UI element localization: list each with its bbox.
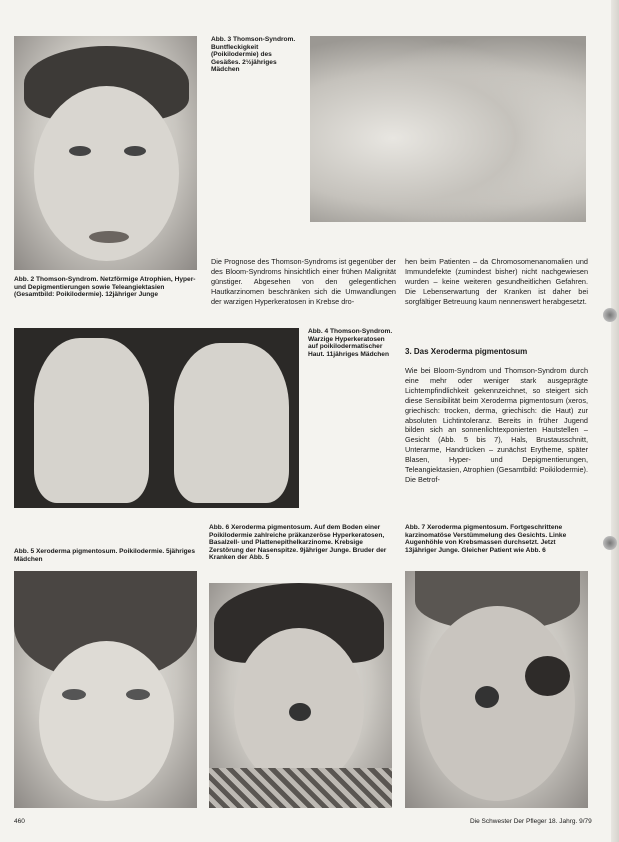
caption-abb5: Abb. 5 Xeroderma pigmentosum. Poikilodermie. 5jähriges Mädchen xyxy=(14,548,196,563)
body-text-right-column: Wie bei Bloom-Syndrom und Thomson-Syndrom durch eine mehr oder weniger stark ausgeprägte Lichtempfindlichkeit gekennzeichnet, so steigert sich diese Sensibilität beim Xeroderma pigmentosum (xeros, griechisch: trocken, derma, griechisch: die Haut) zur absoluten Lichtintoleranz. Bereits in früher Jugend bilden sich an sonnenlichtexponierten Hautstellen – Gesicht (Abb. 5 bis 7), Hals, Brustausschnitt, Unterarme, Handrücken – zunächst Erytheme, später Blasen, Hyper- und Depigmentierungen, Teleangiektasien, Atrophien (Gesamtbild: Poikilodermie). Die Betrof- xyxy=(405,366,588,484)
page-number: 460 xyxy=(14,818,25,825)
binder-hole-mark xyxy=(603,536,617,550)
journal-footer: Die Schwester Der Pfleger 18. Jahrg. 9/79 xyxy=(470,818,592,825)
body-text-middle-column: Die Prognose des Thomson-Syndroms ist gegenüber der des Bloom-Syndroms hinsichtlich einer frühen Malignität günstiger. Abgesehen von den gelegentlichen Hautkarzinomen beschränken sich die Umwandlungen der warzigen Hyperkeratosen in Krebse dro- xyxy=(211,257,396,306)
section-heading: 3. Das Xeroderma pigmentosum xyxy=(405,347,528,356)
photo-abb3 xyxy=(310,36,586,222)
caption-abb4: Abb. 4 Thomson-Syndrom. Warzige Hyperkeratosen auf poikilodermatischer Haut. 11jähriges Mädchen xyxy=(308,328,393,358)
photo-abb2-boy-face xyxy=(14,36,197,270)
page-edge xyxy=(611,0,619,842)
body-text-right-column-top: hen beim Patienten – da Chromosomenanomalien und Immundefekte (zumindest bisher) nicht nachgewiesen wurden – keine weiteren gesundheitlichen Gefahren. Die Lebenserwartung der Kranken ist daher bei sorgfältiger Betreuung kaum nennenswert herabgesetzt. xyxy=(405,257,588,306)
photo-abb7-boy-face xyxy=(405,571,588,808)
photo-abb5-girl-face xyxy=(14,571,197,808)
photo-abb6-boy-face xyxy=(209,583,392,808)
caption-abb2: Abb. 2 Thomson-Syndrom. Netzförmige Atrophien, Hyper- und Depigmentierungen sowie Teleangiektasien (Gesamtbild: Poikilodermie). 12jähriger Junge xyxy=(14,276,196,299)
photo-abb4-hands xyxy=(14,328,299,508)
binder-hole-mark xyxy=(603,308,617,322)
caption-abb6: Abb. 6 Xeroderma pigmentosum. Auf dem Boden einer Poikilodermie zahlreiche präkanzeröse Hyperkeratosen, Basalzell- und Plattenepithelkarzinome. Krebsige Zerstörung der Nasenspitze. 9jähriger Junge. Bruder der Kranken der Abb. 5 xyxy=(209,524,387,562)
caption-abb7: Abb. 7 Xeroderma pigmentosum. Fortgeschrittene karzinomatöse Verstümmelung des Gesichts. Linke Augenhöhle von Krebsmassen durchsetzt. Jetzt 13jähriger Junge. Gleicher Patient wie Abb. 6 xyxy=(405,524,567,554)
caption-abb3: Abb. 3 Thomson-Syndrom. Buntfleckigkeit (Poikilodermie) des Gesäßes. 2½jähriges Mädchen xyxy=(211,36,296,74)
